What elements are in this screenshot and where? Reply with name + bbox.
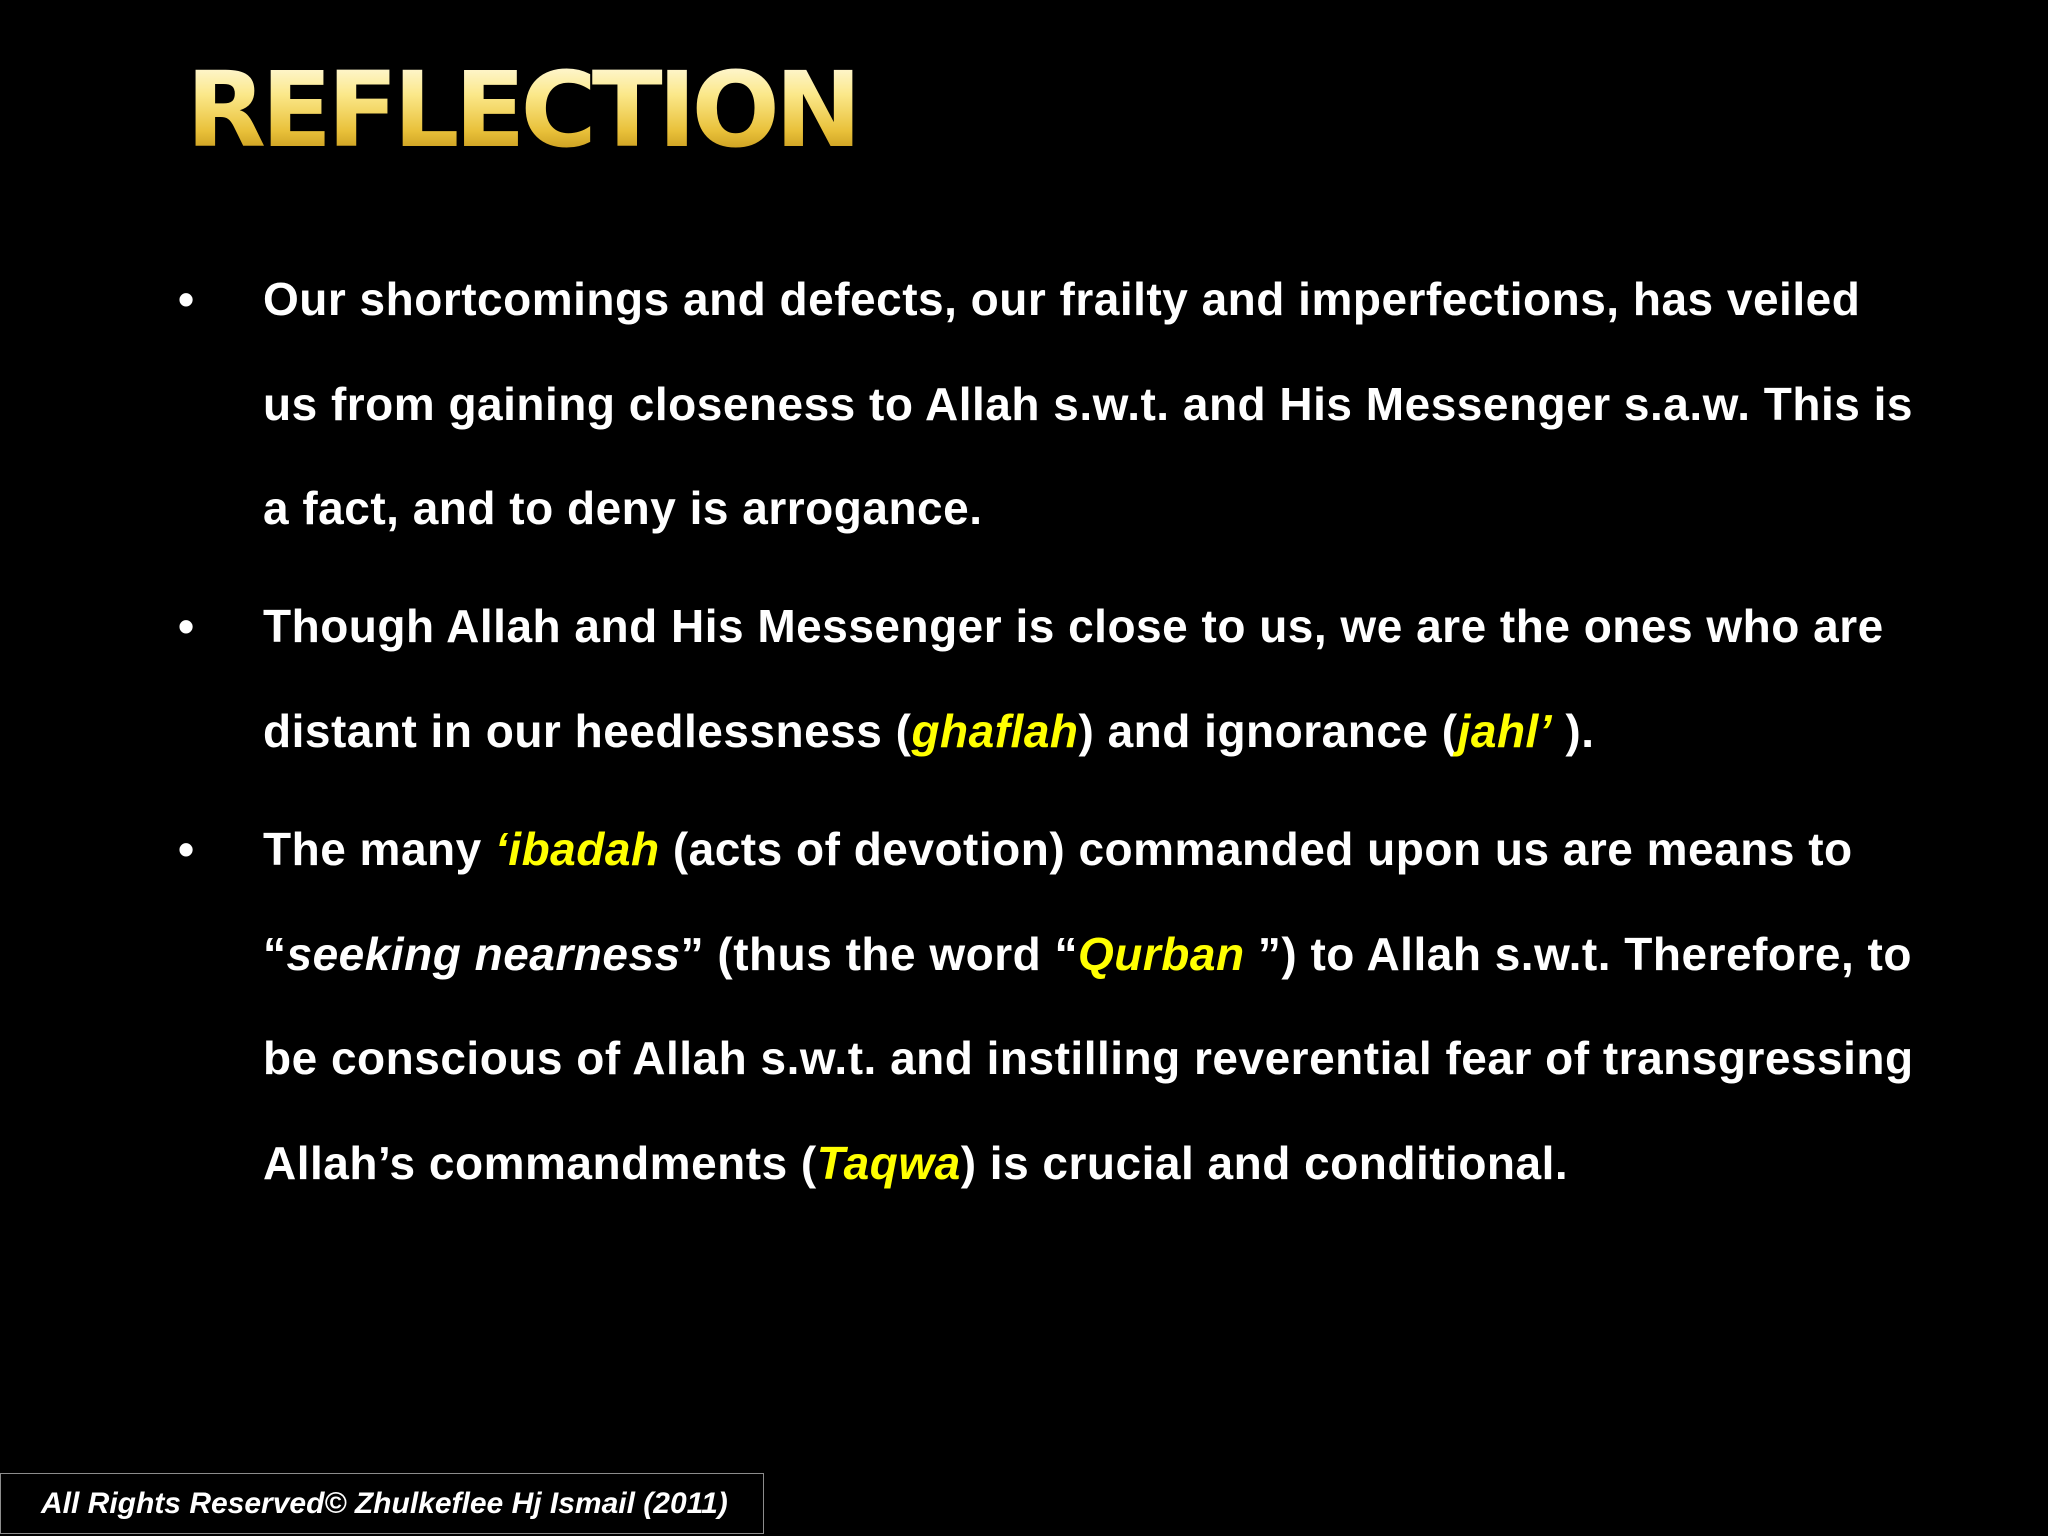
copyright-text: All Rights Reserved© Zhulkeflee Hj Ismail (2011) (41, 1487, 728, 1520)
term-ghaflah: ghaflah (911, 704, 1079, 757)
bullet-icon: • (178, 273, 195, 325)
bullet-text (263, 797, 1923, 1215)
text-segment: The many (263, 823, 496, 875)
term-jahl: jahl’ (1457, 704, 1553, 757)
text-segment: ). (1552, 704, 1595, 757)
bullet-icon: • (178, 823, 195, 875)
text-segment: ) and ignorance ( (1078, 704, 1458, 757)
term-qurban: Qurban (1078, 927, 1245, 980)
slide-title: REFLECTION (186, 49, 857, 171)
text-segment: ” (thus the word “ (680, 927, 1079, 980)
bullet-text (263, 574, 1923, 783)
copyright-footer (0, 1473, 764, 1534)
text-segment: ”) to Allah s.w.t. Therefore, to be conscious of Allah s.w.t. and instilling reverential fear of transgressing Allah’s commandments ( (263, 927, 1914, 1189)
bullet-icon: • (178, 600, 195, 652)
text-segment: (acts of devotion) commanded upon us are means to “ (263, 823, 1853, 980)
text-segment: ) is crucial and conditional. (960, 1136, 1569, 1189)
text-segment: Our shortcomings and defects, our frailty and imperfections, has veiled us from gaining closeness to Allah s.w.t. and His Messenger s.a.w. This is a fact, and to deny is arrogance. (263, 273, 1913, 534)
term-taqwa: Taqwa (816, 1136, 961, 1189)
phrase-seeking-nearness: seeking nearness (286, 927, 681, 980)
text-segment: Though Allah and His Messenger is close to us, we are the ones who are distant in our heedlessness ( (263, 600, 1884, 757)
bullet-text (263, 247, 1923, 561)
term-ibadah: ‘ibadah (495, 823, 660, 875)
